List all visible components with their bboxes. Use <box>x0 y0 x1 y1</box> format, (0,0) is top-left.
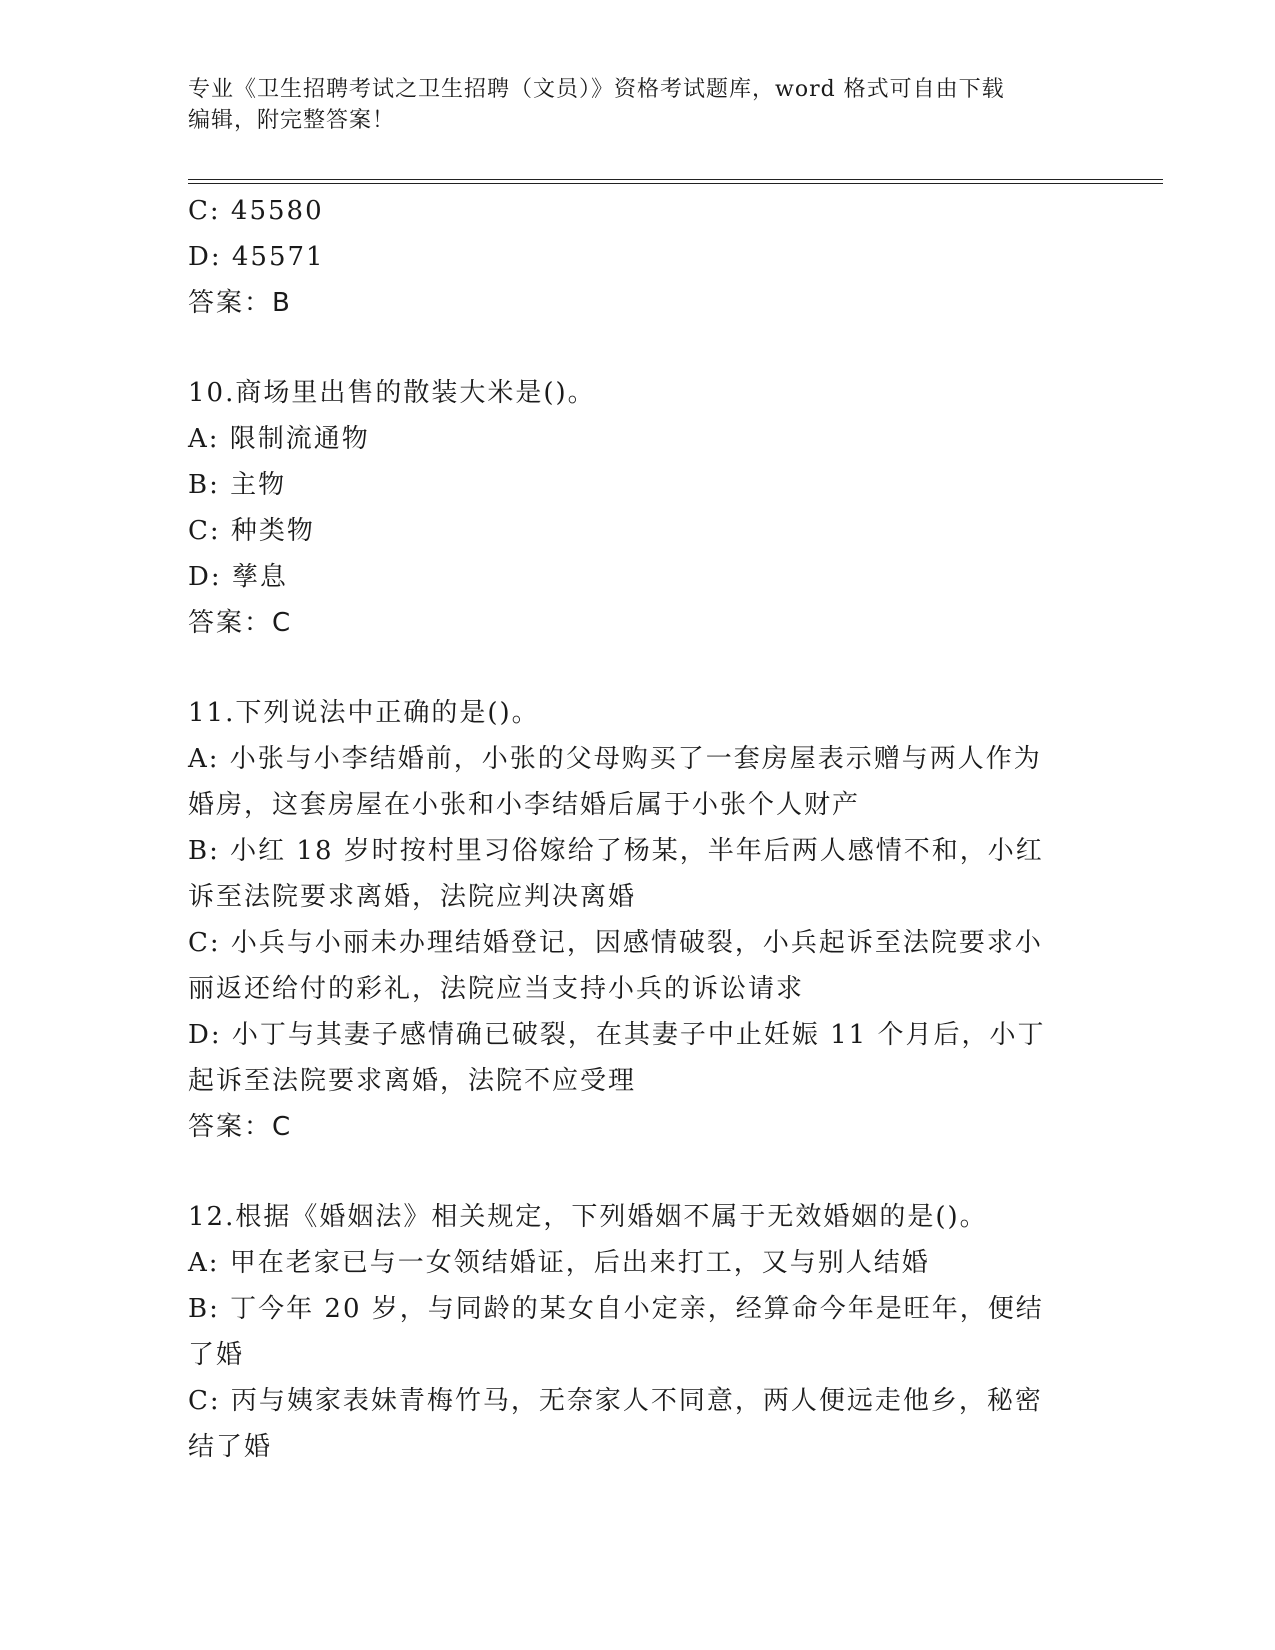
option-c-line-1: C: 丙与姨家表妹青梅竹马，无奈家人不同意，两人便远走他乡，秘密 <box>188 1386 1043 1416</box>
question-stem: 10.商场里出售的散装大米是()。 <box>188 378 596 408</box>
header-rule-bottom <box>188 183 1163 184</box>
header-line-2: 编辑，附完整答案！ <box>188 108 396 133</box>
header-rule-top <box>188 179 1163 180</box>
spacer <box>188 326 1078 370</box>
answer: 答案：B <box>188 288 292 318</box>
option-d: D: 45571 <box>188 242 325 272</box>
question-10 <box>188 370 1078 646</box>
option-b-line-1: B: 小红 18 岁时按村里习俗嫁给了杨某，半年后两人感情不和，小红 <box>188 836 1044 866</box>
question-stem: 12.根据《婚姻法》相关规定，下列婚姻不属于无效婚姻的是()。 <box>188 1202 988 1232</box>
option-b-line-2: 诉至法院要求离婚，法院应判决离婚 <box>188 882 637 912</box>
option-b: B: 主物 <box>188 470 287 500</box>
header-line-1: 专业《卫生招聘考试之卫生招聘（文员）》资格考试题库，word 格式可自由下载 <box>188 77 1005 102</box>
option-b-line-1: B: 丁今年 20 岁，与同龄的某女自小定亲，经算命今年是旺年，便结 <box>188 1294 1044 1324</box>
question-stem: 11.下列说法中正确的是()。 <box>188 698 540 728</box>
option-d-line-1: D: 小丁与其妻子感情确已破裂，在其妻子中止妊娠 11 个月后，小丁 <box>188 1020 1046 1050</box>
option-a-line-1: A: 小张与小李结婚前，小张的父母购买了一套房屋表示赠与两人作为 <box>188 744 1042 774</box>
option-a-line-2: 婚房，这套房屋在小张和小李结婚后属于小张个人财产 <box>188 790 861 820</box>
option-a: A: 限制流通物 <box>188 424 370 454</box>
option-c-line-2: 结了婚 <box>188 1432 273 1462</box>
option-b-line-2: 了婚 <box>188 1340 245 1370</box>
answer: 答案：C <box>188 1112 293 1142</box>
spacer <box>188 646 1078 690</box>
document-header <box>188 74 1078 136</box>
option-a: A: 甲在老家已与一女领结婚证，后出来打工，又与别人结婚 <box>188 1248 930 1278</box>
question-12 <box>188 1194 1078 1470</box>
option-d: D: 孳息 <box>188 562 288 592</box>
option-d-line-2: 起诉至法院要求离婚，法院不应受理 <box>188 1066 637 1096</box>
question-content <box>188 188 1078 1470</box>
answer: 答案：C <box>188 608 293 638</box>
option-c: C: 种类物 <box>188 516 315 546</box>
question-11 <box>188 690 1078 1150</box>
option-c-line-1: C: 小兵与小丽未办理结婚登记，因感情破裂，小兵起诉至法院要求小 <box>188 928 1043 958</box>
option-c-line-2: 丽返还给付的彩礼，法院应当支持小兵的诉讼请求 <box>188 974 805 1004</box>
spacer <box>188 1150 1078 1194</box>
option-c: C: 45580 <box>188 196 324 226</box>
previous-question-tail <box>188 188 1078 326</box>
